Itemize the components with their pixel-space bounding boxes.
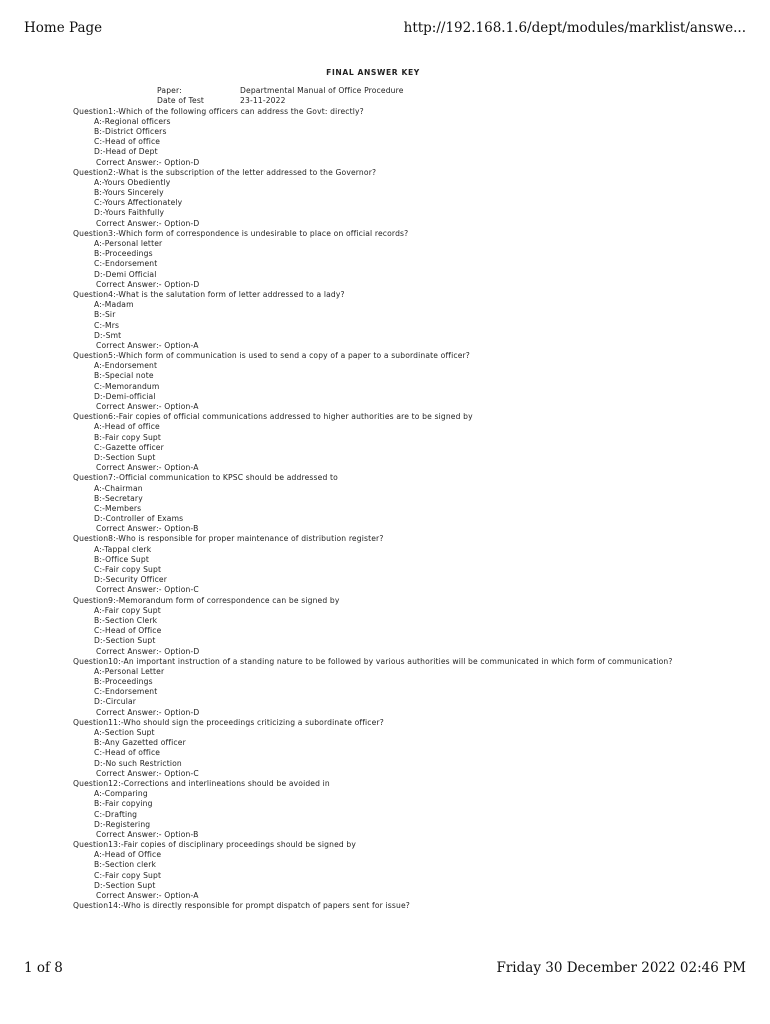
header-page-title: Home Page <box>24 20 103 36</box>
question-text: Question14:-Who is directly responsible for prompt dispatch of papers sent for issue? <box>73 901 410 911</box>
correct-answer-prefix: Correct Answer:- Option- <box>96 279 194 289</box>
correct-answer <box>73 647 673 657</box>
answer-option: A:-Regional officers <box>94 116 171 126</box>
answer-option: A:-Tappal clerk <box>94 544 152 554</box>
correct-answer <box>73 524 673 534</box>
correct-answer <box>73 830 673 840</box>
correct-answer-prefix: Correct Answer:- Option- <box>96 340 194 350</box>
answer-option: C:-Drafting <box>94 809 138 819</box>
correct-answer-prefix: Correct Answer:- Option- <box>96 218 194 228</box>
answer-option: D:-Demi-official <box>94 391 156 401</box>
correct-answer-letter: D <box>193 279 200 289</box>
correct-answer <box>73 341 673 351</box>
question-block <box>73 534 673 595</box>
answer-option: B:-Section Clerk <box>94 615 158 625</box>
answer-option: C:-Head of Office <box>94 626 162 636</box>
answer-option: A:-Fair copy Supt <box>94 605 161 615</box>
correct-answer <box>73 280 673 290</box>
correct-answer-prefix: Correct Answer:- Option- <box>96 463 194 473</box>
question-text: Question9:-Memorandum form of correspondence can be signed by <box>73 595 340 605</box>
answer-option: A:-Head of Office <box>94 850 162 860</box>
question-block <box>73 718 673 779</box>
answer-option: A:-Yours Obediently <box>94 177 171 187</box>
correct-answer <box>73 708 673 718</box>
browser-print-header <box>24 20 746 36</box>
answer-option: D:-Demi Official <box>94 269 157 279</box>
correct-answer-prefix: Correct Answer:- Option- <box>96 524 194 534</box>
question-text: Question3:-Which form of correspondence is undesirable to place on official records? <box>73 228 409 238</box>
meta-row-date <box>73 96 673 106</box>
question-text: Question4:-What is the salutation form of letter addressed to a lady? <box>73 289 345 299</box>
question-text: Question8:-Who is responsible for proper maintenance of distribution register? <box>73 534 384 544</box>
answer-option: D:-Controller of Exams <box>94 514 184 524</box>
answer-option: D:-Section Supt <box>94 880 156 890</box>
answer-option: C:-Head of office <box>94 137 161 147</box>
question-text: Question5:-Which form of communication is used to send a copy of a paper to a subordinate officer? <box>73 351 470 361</box>
meta-row-paper <box>73 86 673 96</box>
answer-option: A:-Endorsement <box>94 361 158 371</box>
answer-option: C:-Endorsement <box>94 687 158 697</box>
answer-option: D:-Security Officer <box>94 575 167 585</box>
meta-value: 23-11-2022 <box>240 96 286 106</box>
correct-answer-prefix: Correct Answer:- Option- <box>96 157 194 167</box>
correct-answer-letter: D <box>193 646 200 656</box>
question-block <box>73 473 673 534</box>
answer-option: D:-Section Supt <box>94 452 156 462</box>
correct-answer-letter: D <box>193 157 200 167</box>
answer-option: B:-Proceedings <box>94 677 153 687</box>
answer-option: D:-Yours Faithfully <box>94 208 165 218</box>
correct-answer <box>73 402 673 412</box>
correct-answer-letter: A <box>193 340 199 350</box>
answer-option: B:-District Officers <box>94 126 167 136</box>
question-text: Question6:-Fair copies of official communications addressed to higher authorities are to be signed by <box>73 412 473 422</box>
answer-option: A:-Madam <box>94 300 134 310</box>
answer-option: D:-Section Supt <box>94 636 156 646</box>
answer-key-document <box>73 68 673 911</box>
footer-page-count: 1 of 8 <box>24 960 63 976</box>
answer-option: D:-No such Restriction <box>94 758 182 768</box>
correct-answer-letter: C <box>193 585 199 595</box>
correct-answer-prefix: Correct Answer:- Option- <box>96 646 194 656</box>
document-title: FINAL ANSWER KEY <box>326 68 420 77</box>
correct-answer <box>73 219 673 229</box>
correct-answer-letter: B <box>193 829 199 839</box>
answer-option: B:-Office Supt <box>94 554 149 564</box>
question-text: Question1:-Which of the following officers can address the Govt: directly? <box>73 106 364 116</box>
question-text: Question2:-What is the subscription of the letter addressed to the Governor? <box>73 167 377 177</box>
question-text: Question12:-Corrections and interlineations should be avoided in <box>73 778 330 788</box>
question-text: Question10:-An important instruction of a standing nature to be followed by various authorities will be communicated in which form of communication? <box>73 656 673 666</box>
browser-print-footer <box>24 960 746 976</box>
correct-answer-prefix: Correct Answer:- Option- <box>96 768 194 778</box>
answer-option: B:-Sir <box>94 310 116 320</box>
answer-option: B:-Fair copying <box>94 799 153 809</box>
question-block <box>73 596 673 657</box>
correct-answer-letter: D <box>193 218 200 228</box>
question-block <box>73 779 673 840</box>
question-block <box>73 351 673 412</box>
question-block <box>73 107 673 168</box>
correct-answer <box>73 463 673 473</box>
answer-option: C:-Yours Affectionately <box>94 198 183 208</box>
answer-option: B:-Section clerk <box>94 860 157 870</box>
answer-option: C:-Endorsement <box>94 259 158 269</box>
answer-option: D:-Smt <box>94 330 122 340</box>
correct-answer-letter: D <box>193 707 200 717</box>
answer-option: A:-Comparing <box>94 789 148 799</box>
correct-answer-letter: C <box>193 768 199 778</box>
question-text: Question7:-Official communication to KPSC should be addressed to <box>73 473 338 483</box>
correct-answer <box>73 158 673 168</box>
question-block <box>73 168 673 229</box>
answer-option: A:-Chairman <box>94 483 143 493</box>
answer-option: C:-Fair copy Supt <box>94 870 162 880</box>
document-meta <box>73 86 673 106</box>
answer-option: C:-Fair copy Supt <box>94 565 162 574</box>
correct-answer <box>73 585 673 595</box>
answer-option: D:-Head of Dept <box>94 147 158 157</box>
correct-answer-letter: A <box>193 891 199 900</box>
correct-answer-prefix: Correct Answer:- Option- <box>96 891 194 900</box>
meta-label: Paper: <box>157 86 182 96</box>
answer-option: A:-Personal letter <box>94 239 163 248</box>
question-list <box>73 107 673 912</box>
correct-answer <box>73 891 673 901</box>
answer-option: B:-Yours Sincerely <box>94 188 164 198</box>
answer-option: B:-Special note <box>94 371 154 381</box>
correct-answer-letter: A <box>193 402 199 411</box>
meta-label: Date of Test <box>157 96 205 106</box>
correct-answer <box>73 769 673 779</box>
answer-option: C:-Members <box>94 503 142 513</box>
correct-answer-letter: B <box>193 524 199 534</box>
correct-answer-prefix: Correct Answer:- Option- <box>96 402 194 411</box>
answer-option: B:-Fair copy Supt <box>94 432 162 442</box>
answer-option: C:-Gazette officer <box>94 442 164 452</box>
answer-option: A:-Personal Letter <box>94 666 165 676</box>
answer-option: A:-Head of office <box>94 422 160 432</box>
answer-option: B:-Proceedings <box>94 249 153 259</box>
footer-timestamp: Friday 30 December 2022 02:46 PM <box>496 960 746 976</box>
question-block <box>73 290 673 351</box>
question-block <box>73 229 673 290</box>
answer-option: D:-Registering <box>94 819 151 829</box>
question-text: Question11:-Who should sign the proceedings criticizing a subordinate officer? <box>73 717 384 727</box>
answer-option: C:-Mrs <box>94 320 120 330</box>
answer-option: B:-Any Gazetted officer <box>94 738 186 748</box>
correct-answer-prefix: Correct Answer:- Option- <box>96 585 194 595</box>
header-url: http://192.168.1.6/dept/modules/marklist/answe... <box>403 20 746 36</box>
question-block <box>73 840 673 901</box>
question-block <box>73 412 673 473</box>
answer-option: A:-Section Supt <box>94 728 155 737</box>
question-text: Question13:-Fair copies of disciplinary proceedings should be signed by <box>73 840 357 850</box>
answer-option: D:-Circular <box>94 697 137 707</box>
answer-option: B:-Secretary <box>94 493 143 503</box>
question-block <box>73 657 673 718</box>
correct-answer-prefix: Correct Answer:- Option- <box>96 829 194 839</box>
correct-answer-prefix: Correct Answer:- Option- <box>96 707 194 717</box>
answer-option: C:-Memorandum <box>94 381 160 391</box>
question-block <box>73 901 673 911</box>
meta-value: Departmental Manual of Office Procedure <box>240 86 404 96</box>
correct-answer-letter: A <box>193 463 199 473</box>
answer-option: C:-Head of office <box>94 748 161 758</box>
